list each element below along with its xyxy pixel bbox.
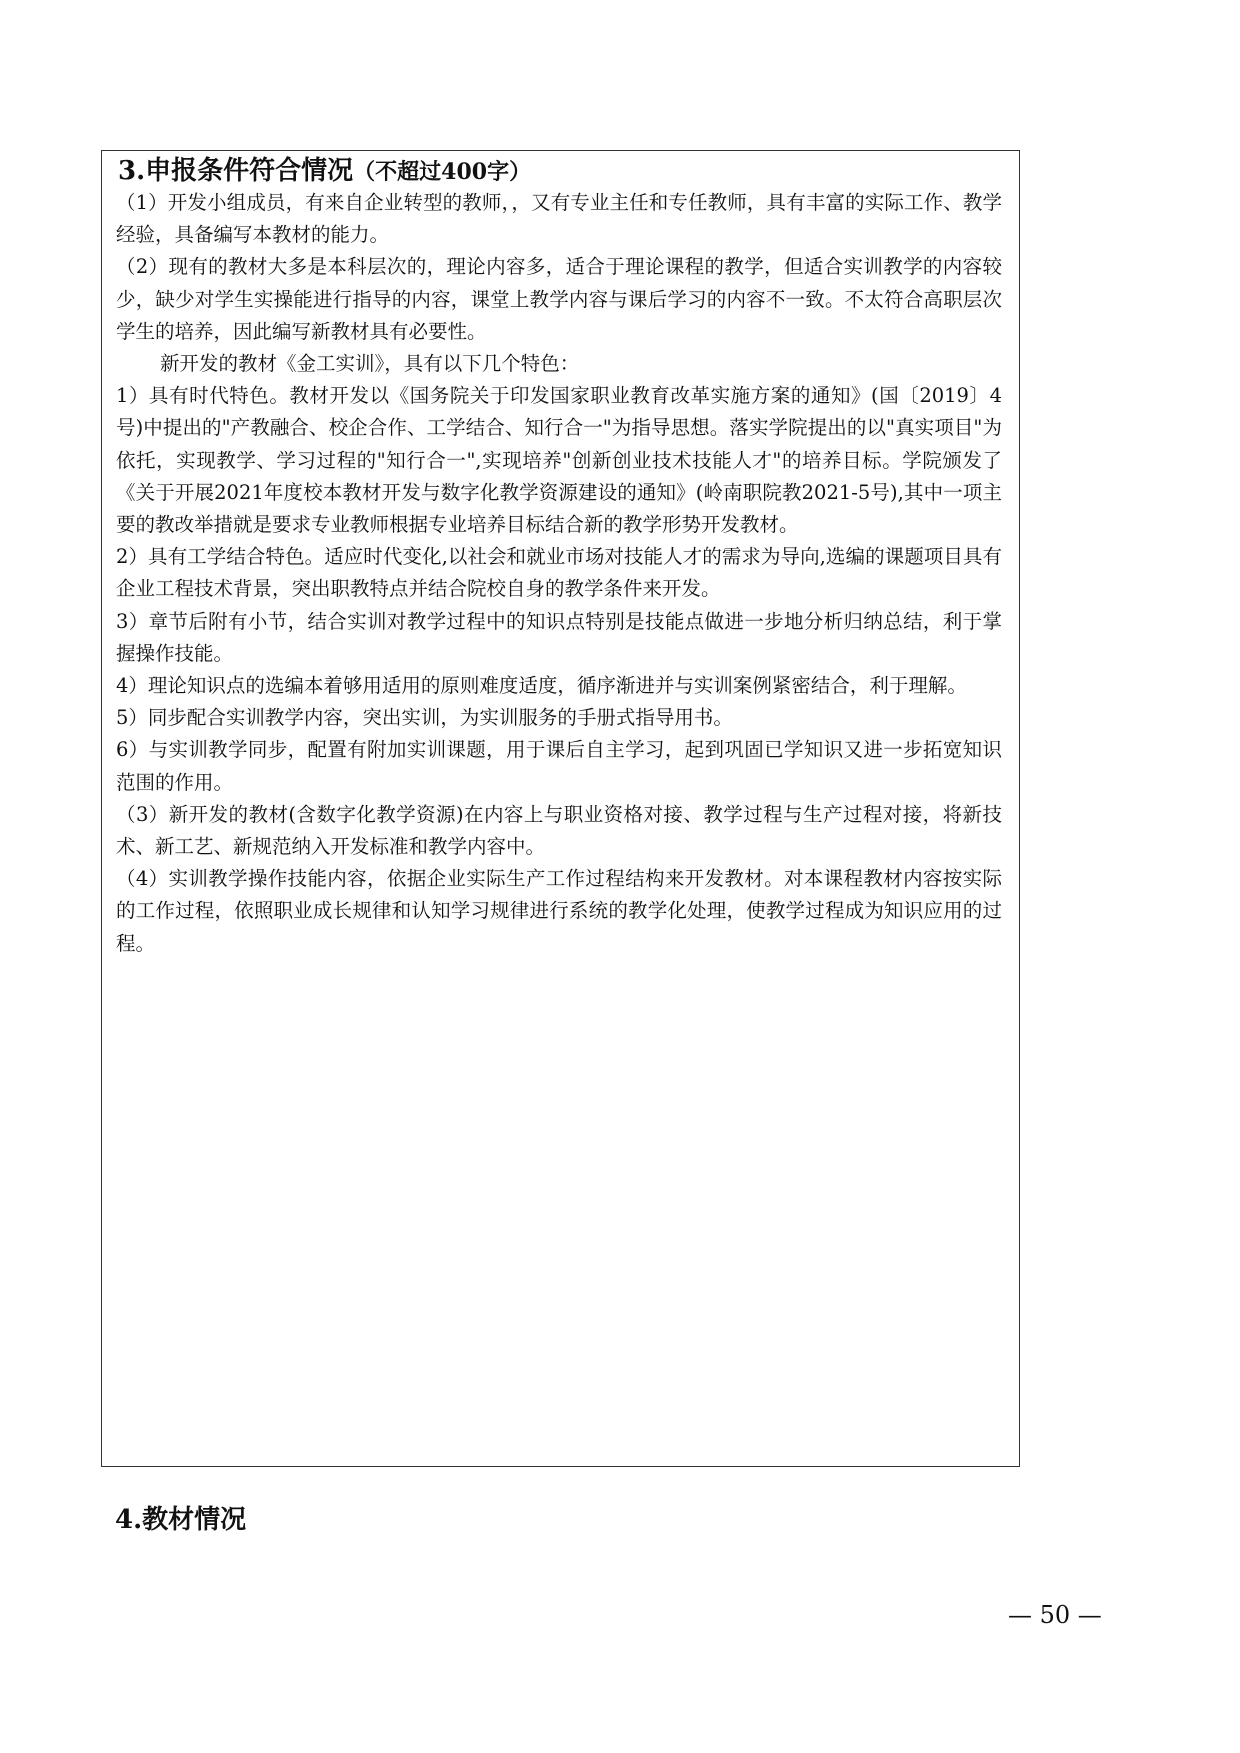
- section-3-content: [116, 187, 1002, 960]
- section-3-word-limit: （不超过400字）: [353, 159, 532, 185]
- section-3-heading: [118, 151, 531, 192]
- paragraph: 2）具有工学结合特色。适应时代变化,以社会和就业市场对技能人才的需求为导向,选编的课题项目具有企业工程技术背景，突出职教特点并结合院校自身的教学条件来开发。: [116, 545, 1002, 601]
- paragraph: 5）同步配合实训教学内容，突出实训，为实训服务的手册式指导用书。: [116, 706, 733, 730]
- paragraph: 1）具有时代特色。教材开发以《国务院关于印发国家职业教育改革实施方案的通知》(国〔2019〕4号)中提出的"产教融合、校企合作、工学结合、知行合一"为指导思想。落实学院提出的以"真实项目"为依托，实现教学、学习过程的"知行合一",实现培养"创新创业技术技能人才"的培养目标。学院颁发了《关于开展2021年度校本教材开发与数字化教学资源建设的通知》(岭南职院教2021-5号),其中一项主要的教改举措就是要求专业教师根据专业培养目标结合新的教学形势开发教材。: [116, 384, 1002, 537]
- paragraph: （3）新开发的教材(含数字化教学资源)在内容上与职业资格对接、教学过程与生产过程对接，将新技术、新工艺、新规范纳入开发标准和教学内容中。: [116, 802, 1002, 859]
- paragraph: （2）现有的教材大多是本科层次的，理论内容多，适合于理论课程的教学，但适合实训教学的内容较少，缺少对学生实操能进行指导的内容，课堂上教学内容与课后学习的内容不一致。不太符合高职层次学生的培养，因此编写新教材具有必要性。: [116, 255, 1002, 343]
- paragraph: （4）实训教学操作技能内容，依据企业实际生产工作过程结构来开发教材。对本课程教材内容按实际的工作过程，依照职业成长规律和认知学习规律进行系统的教学化处理，使教学过程成为知识应用的过程。: [116, 867, 1002, 955]
- section-3-title: 申报条件符合情况: [145, 156, 354, 186]
- application-conditions-box: [101, 150, 1020, 1467]
- section-4-heading: [115, 1500, 246, 1540]
- paragraph: 新开发的教材《金工实训》，具有以下几个特色：: [160, 352, 580, 376]
- paragraph: 3）章节后附有小节，结合实训对教学过程中的知识点特别是技能点做进一步地分析归纳总结，利于掌握操作技能。: [116, 609, 1002, 665]
- paragraph: （1）开发小组成员，有来自企业转型的教师，，又有专业主任和专任教师，具有丰富的实际工作、教学经验，具备编写本教材的能力。: [116, 191, 1002, 247]
- section-3-number: 3.: [118, 156, 146, 186]
- paragraph: 4）理论知识点的选编本着够用适用的原则难度适度，循序渐进并与实训案例紧密结合，利于理解。: [116, 674, 967, 698]
- section-4-title: 教材情况: [142, 1505, 247, 1535]
- page-number: — 50 —: [1008, 1601, 1102, 1629]
- paragraph: 6）与实训教学同步，配置有附加实训课题，用于课后自主学习，起到巩固已学知识又进一步拓宽知识范围的作用。: [116, 738, 1002, 794]
- section-4-number: 4.: [115, 1505, 143, 1535]
